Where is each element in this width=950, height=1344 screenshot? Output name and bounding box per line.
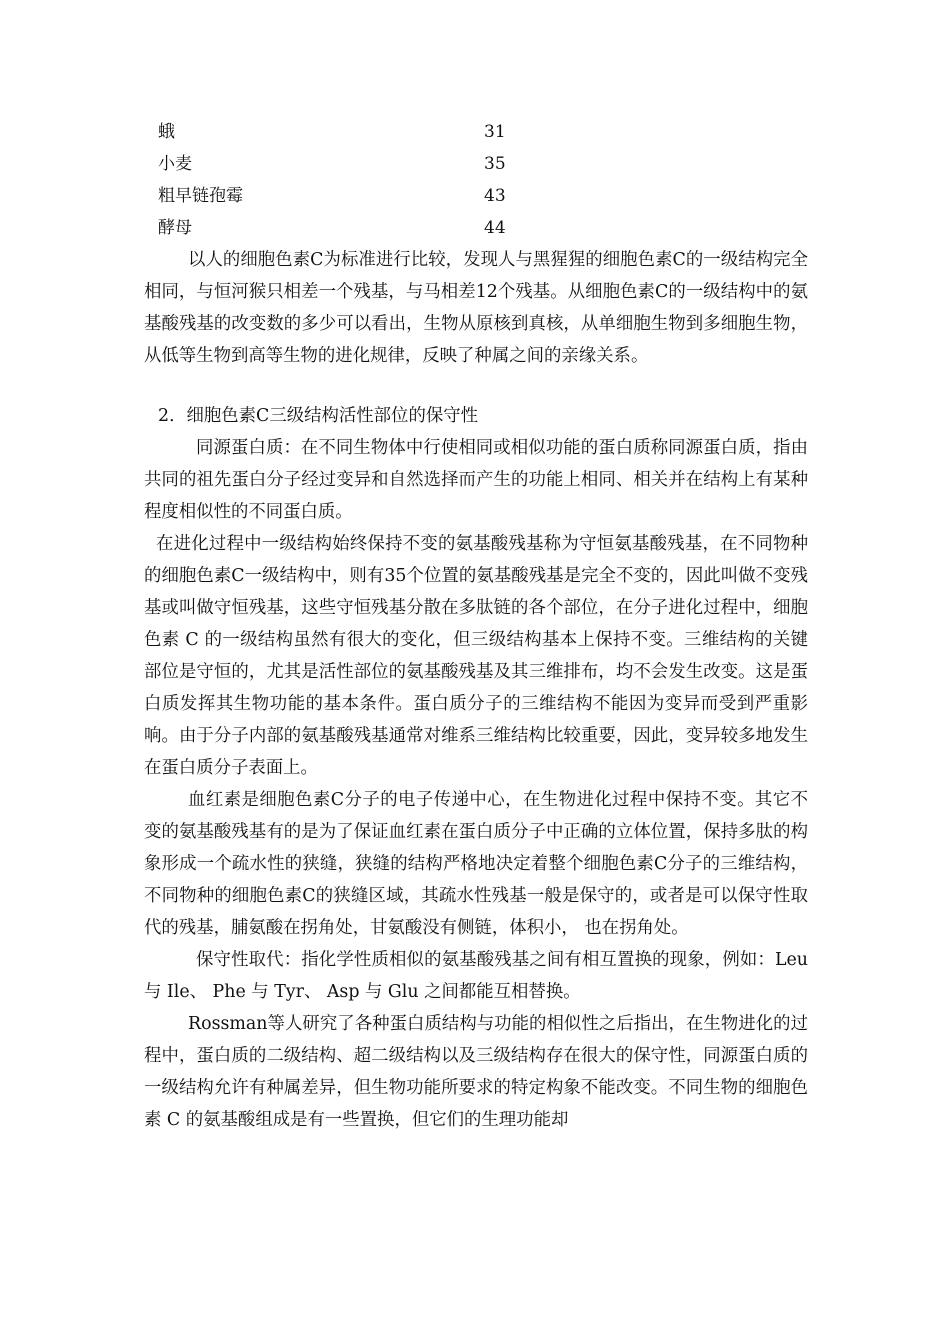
residue-difference-count: 44 — [484, 218, 506, 238]
table-row — [144, 212, 808, 244]
table-row — [144, 180, 808, 212]
paragraph-conservative-substitution: 保守性取代：指化学性质相似的氨基酸残基之间有相互置换的现象，例如：Leu 与 Ile、 Phe 与 Tyr、 Asp 与 Glu 之间都能互相替换。 — [144, 950, 808, 1002]
residue-difference-count: 35 — [484, 154, 506, 174]
table-row — [144, 148, 808, 180]
paragraph-comparison: 以人的细胞色素C为标准进行比较，发现人与黑猩猩的细胞色素C的一级结构完全相同，与恒河猴只相差一个残基，与马相差12个残基。从细胞色素C的一级结构中的氨基酸残基的改变数的多少可以看出，生物从原核到真核，从单细胞生物到多细胞生物，从低等生物到高等生物的进化规律，反映了种属之间的亲缘关系。 — [144, 250, 808, 366]
section-heading: 2．细胞色素C三级结构活性部位的保守性 — [158, 406, 479, 426]
document-page — [144, 116, 808, 1136]
organism-name: 粗早链孢霉 — [158, 186, 243, 206]
paragraph-rossman: Rossman等人研究了各种蛋白质结构与功能的相似性之后指出，在生物进化的过程中，蛋白质的二级结构、超二级结构以及三级结构存在很大的保守性，同源蛋白质的一级结构允许有种属差异，但生物功能所要求的特定构象不能改变。不同生物的细胞色素 C 的氨基酸组成是有一些置换，但它们的生理功能却 — [144, 1014, 808, 1130]
paragraph-conserved-residues: 在进化过程中一级结构始终保持不变的氨基酸残基称为守恒氨基酸残基，在不同物种的细胞色素C一级结构中，则有35个位置的氨基酸残基是完全不变的，因此叫做不变残基或叫做守恒残基，这些守恒残基分散在多肽链的各个部位，在分子进化过程中，细胞色素 C 的一级结构虽然有很大的变化，但三级结构基本上保持不变。三维结构的关键部位是守恒的，尤其是活性部位的氨基酸残基及其三维排布，均不会发生改变。这是蛋白质发挥其生物功能的基本条件。蛋白质分子的三维结构不能因为变异而受到严重影响。由于分子内部的氨基酸残基通常对维系三维结构比较重要，因此，变异较多地发生在蛋白质分子表面上。 — [144, 534, 808, 778]
residue-difference-count: 31 — [484, 122, 506, 142]
organism-name: 小麦 — [158, 154, 192, 174]
table-row — [144, 116, 808, 148]
paragraph-homologous-protein: 同源蛋白质：在不同生物体中行使相同或相似功能的蛋白质称同源蛋白质，指由共同的祖先蛋白分子经过变异和自然选择而产生的功能上相同、相关并在结构上有某种程度相似性的不同蛋白质。 — [144, 438, 808, 522]
organism-name: 蛾 — [158, 122, 175, 142]
residue-difference-count: 43 — [484, 186, 506, 206]
organism-name: 酵母 — [158, 218, 192, 238]
paragraph-heme: 血红素是细胞色素C分子的电子传递中心，在生物进化过程中保持不变。其它不变的氨基酸残基有的是为了保证血红素在蛋白质分子中正确的立体位置，保持多肽的构象形成一个疏水性的狭缝，狭缝的结构严格地决定着整个细胞色素C分子的三维结构，不同物种的细胞色素C的狭缝区域，其疏水性残基一般是保守的，或者是可以保守性取代的残基，脯氨酸在拐角处，甘氨酸没有侧链，体积小， 也在拐角处。 — [144, 790, 808, 938]
